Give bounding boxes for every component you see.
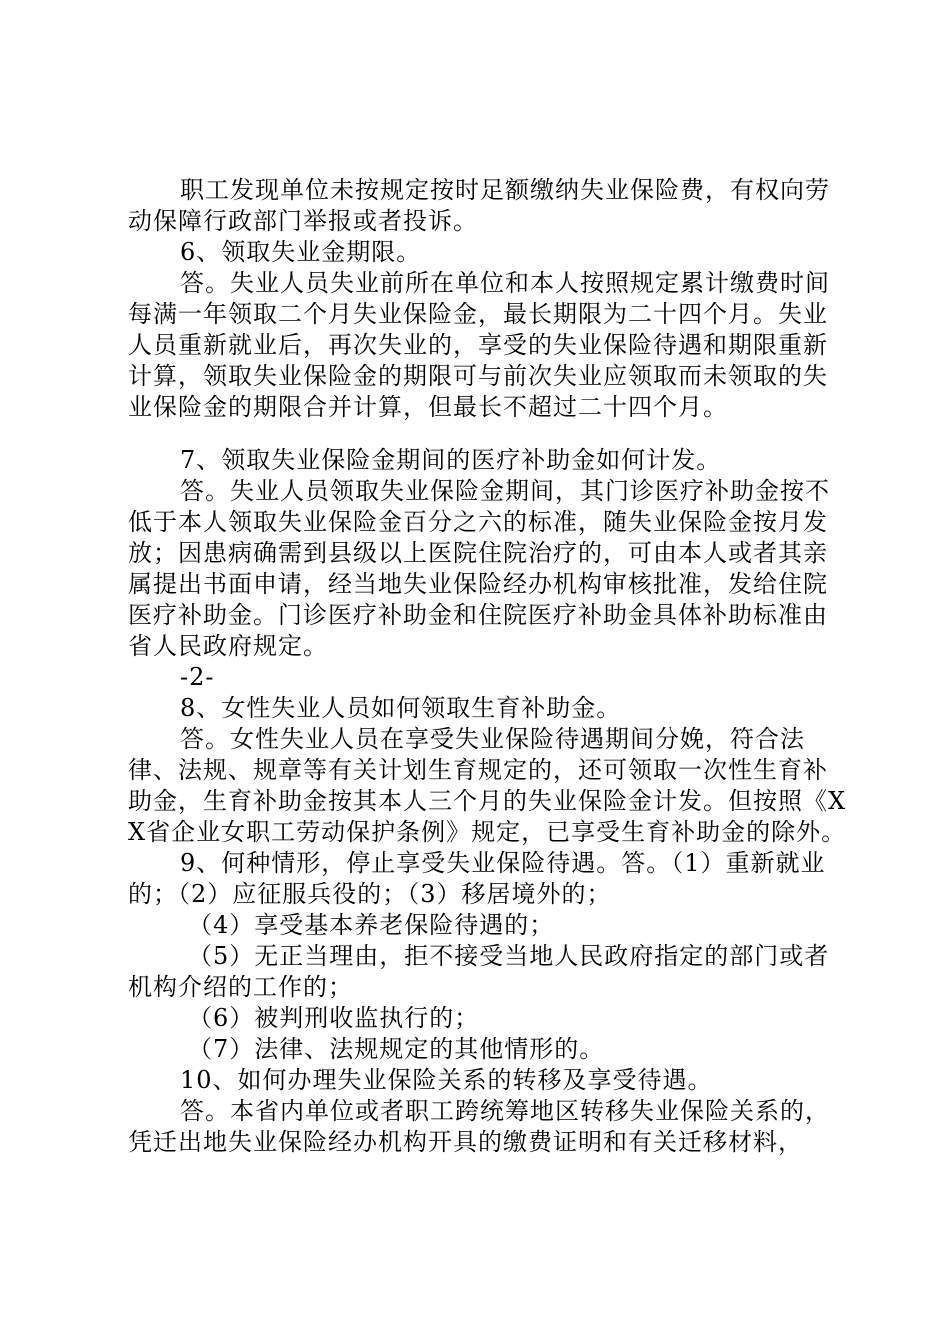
answer-9-item-7: （7）法律、法规规定的其他情形的。 xyxy=(188,1035,605,1063)
question-9-heading: 9、何种情形，停止享受失业保险待遇。答。（1）重新就业的；（2）应征服兵役的；（3）移居境外的； xyxy=(128,849,826,908)
page-number: -2- xyxy=(180,663,215,691)
answer-6: 答。失业人员失业前所在单位和本人按照规定累计缴费时间每满一年领取二个月失业保险金，最长期限为二十四个月。失业人员重新就业后，再次失业的，享受的失业保险待遇和期限重新计算，领取失业保险金的期限可与前次失业应领取而未领取的失业保险金的期限合并计算，但最长不超过二十四个月。 xyxy=(128,269,830,421)
question-10-heading: 10、如何办理失业保险关系的转移及享受待遇。 xyxy=(180,1066,713,1094)
paragraph-report-right: 职工发现单位未按规定按时足额缴纳失业保险费，有权向劳动保障行政部门举报或者投诉。 xyxy=(128,176,830,235)
document-body xyxy=(128,175,848,1158)
question-6-heading: 6、领取失业金期限。 xyxy=(180,238,422,266)
answer-8: 答。女性失业人员在享受失业保险待遇期间分娩，符合法律、法规、规章等有关计划生育规定的，还可领取一次性生育补助金，生育补助金按其本人三个月的失业保险金计发。但按照《XX省企业女职工劳动保护条例》规定，已享受生育补助金的除外。 xyxy=(128,725,847,846)
answer-9-item-5: （5）无正当理由，拒不接受当地人民政府指定的部门或者机构介绍的工作的； xyxy=(128,942,830,1001)
answer-7: 答。失业人员领取失业保险金期间，其门诊医疗补助金按不低于本人领取失业保险金百分之六的标准，随失业保险金按月发放；因患病确需到县级以上医院住院治疗的，可由本人或者其亲属提出书面申请，经当地失业保险经办机构审核批准，发给住院医疗补助金。门诊医疗补助金和住院医疗补助金具体补助标准由省人民政府规定。 xyxy=(128,477,830,660)
answer-9-item-4: （4）享受基本养老保险待遇的； xyxy=(188,911,555,939)
question-8-heading: 8、女性失业人员如何领取生育补助金。 xyxy=(180,694,622,722)
question-7-heading: 7、领取失业保险金期间的医疗补助金如何计发。 xyxy=(180,446,722,474)
answer-9-item-6: （6）被判刑收监执行的； xyxy=(188,1004,480,1032)
answer-10: 答。本省内单位或者职工跨统筹地区转移失业保险关系的，凭迁出地失业保险经办机构开具的缴费证明和有关迁移材料， xyxy=(128,1097,830,1156)
